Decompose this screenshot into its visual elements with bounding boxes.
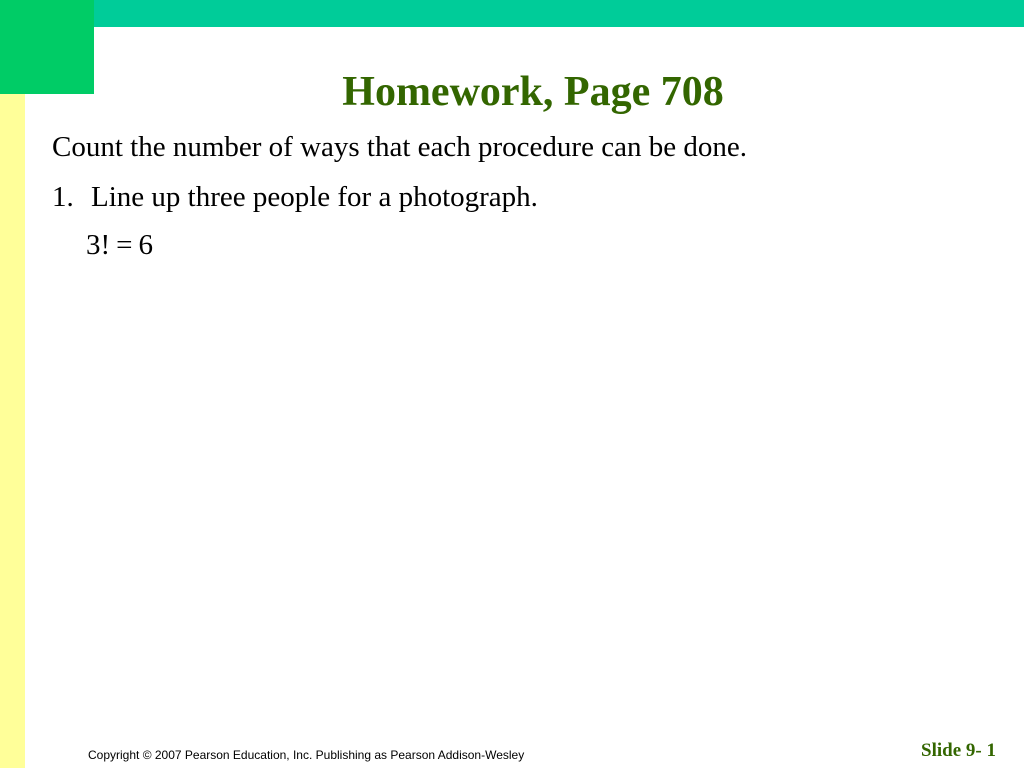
problem-text: Line up three people for a photograph. [91,181,538,213]
slide-number: Slide 9- 1 [921,740,996,761]
copyright-notice: Copyright © 2007 Pearson Education, Inc. Publishing as Pearson Addison-Wesley [88,748,525,762]
problem-number: 1. [52,181,74,213]
answer-operator: = [116,229,133,261]
answer-lhs: 3! [86,229,111,261]
answer-equation [86,227,153,263]
side-decor-bar [0,94,25,768]
top-decor-bar [0,0,1024,27]
problem-item [52,179,538,215]
instruction-text: Count the number of ways that each procedure can be done. [52,131,747,163]
answer-rhs: 6 [138,229,154,261]
slide-title: Homework, Page 708 [342,69,724,115]
